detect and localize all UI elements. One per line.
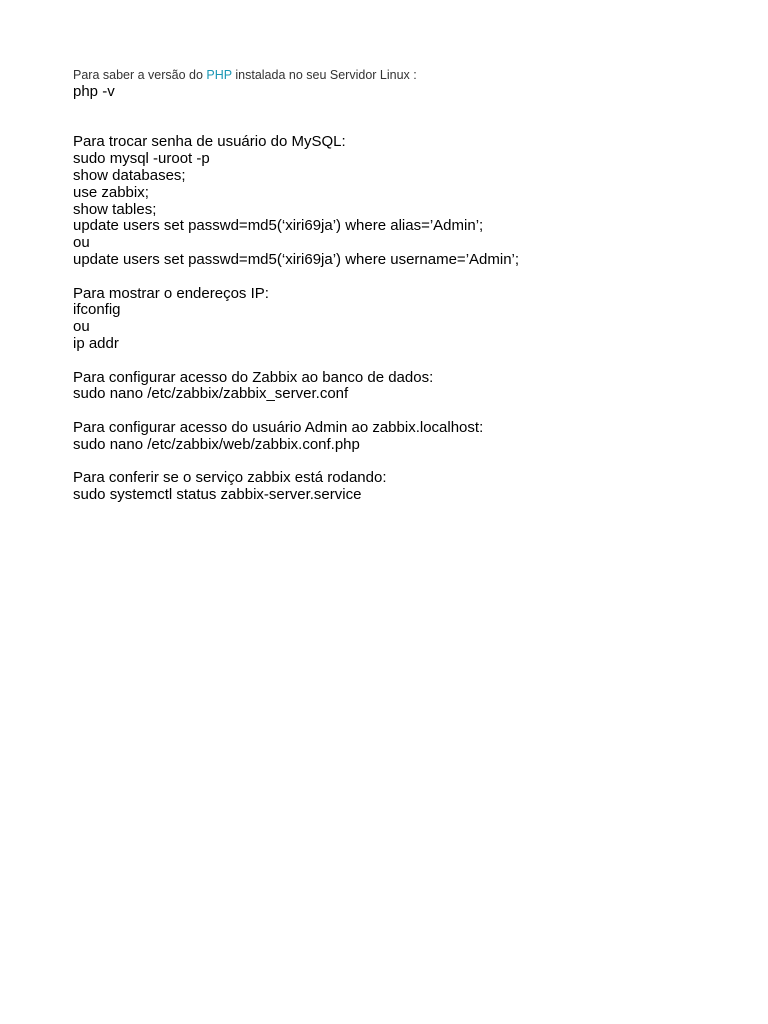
section-heading: Para mostrar o endereços IP: [73, 284, 269, 302]
spacer [73, 403, 753, 420]
command-line: use zabbix; [73, 183, 149, 201]
command-line: sudo nano /etc/zabbix/web/zabbix.conf.php [73, 435, 360, 453]
section-heading: Para conferir se o serviço zabbix está rodando: [73, 469, 387, 487]
command-line: show tables; [73, 200, 157, 218]
command-line: update users set passwd=md5(‘xiri69ja’) where alias=’Admin’; [73, 217, 484, 235]
spacer [73, 454, 753, 471]
command-line: ip addr [73, 334, 119, 352]
intro-text-after: instalada no seu Servidor Linux : [231, 68, 417, 82]
command-line: ou [73, 234, 90, 252]
command-line: sudo systemctl status zabbix-server.service [73, 486, 362, 504]
section-service-status [73, 470, 753, 504]
intro-line [73, 67, 753, 84]
php-link[interactable]: PHP [206, 68, 232, 82]
spacer [73, 269, 753, 286]
intro-text-before: Para saber a versão do [73, 68, 207, 82]
section-admin-access-config [73, 420, 753, 454]
command-line: sudo mysql -uroot -p [73, 150, 210, 168]
section-ip-address [73, 286, 753, 353]
spacer [73, 353, 753, 370]
section-heading: Para configurar acesso do Zabbix ao banco de dados: [73, 368, 434, 386]
php-version-command: php -v [73, 83, 115, 100]
section-heading: Para configurar acesso do usuário Admin ao zabbix.localhost: [73, 418, 484, 436]
section-heading: Para trocar senha de usuário do MySQL: [73, 133, 346, 151]
document-page [73, 67, 753, 504]
command-line: sudo nano /etc/zabbix/zabbix_server.conf [73, 385, 349, 403]
spacer [73, 101, 753, 135]
command-line: update users set passwd=md5(‘xiri69ja’) where username=’Admin’; [73, 250, 520, 268]
section-mysql-password [73, 134, 753, 268]
command-line: ifconfig [73, 301, 121, 319]
command-line: ou [73, 318, 90, 336]
command-line: show databases; [73, 166, 186, 184]
section-zabbix-db-config [73, 370, 753, 404]
